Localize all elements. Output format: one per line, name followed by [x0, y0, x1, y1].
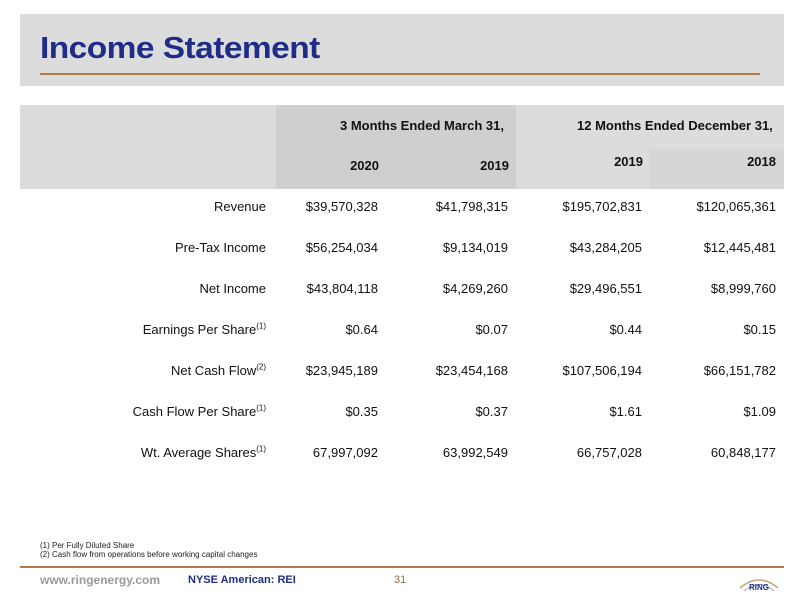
table-cell: $56,254,034: [305, 240, 378, 255]
table-cell: $0.37: [475, 404, 508, 419]
table-cell: $0.07: [475, 322, 508, 337]
row-label-text: Revenue: [213, 199, 266, 214]
table-cell: $0.35: [345, 404, 378, 419]
footnote-1: (1) Per Fully Diluted Share: [40, 541, 135, 550]
footnote-2: (2) Cash flow from operations before working capital changes: [40, 550, 258, 559]
table-cell: $41,798,315: [435, 199, 508, 214]
table-cell: $29,496,551: [569, 281, 642, 296]
year-header-2019-q: 2019: [480, 158, 509, 173]
table-cell: $43,284,205: [569, 240, 642, 255]
table-cell: 66,757,028: [576, 445, 642, 460]
row-label-text: Earnings Per Share: [142, 322, 257, 337]
year-header-2020: 2020: [350, 158, 379, 173]
logo-text: RING: [749, 583, 769, 592]
table-cell: $107,506,194: [562, 363, 642, 378]
table-cell: $66,151,782: [703, 363, 776, 378]
group-header-3-months: 3 Months Ended March 31,: [340, 118, 504, 133]
table-cell: $4,269,260: [442, 281, 508, 296]
row-label: [133, 404, 266, 419]
table-cell: $39,570,328: [305, 199, 378, 214]
footer-ticker: NYSE American: REI: [188, 574, 296, 586]
table-cell: 67,997,092: [312, 445, 378, 460]
table-cell: $1.09: [743, 404, 776, 419]
table-cell: $12,445,481: [703, 240, 776, 255]
table-cell: $23,945,189: [305, 363, 378, 378]
table-cell: 63,992,549: [442, 445, 508, 460]
footnote-marker: (1): [256, 321, 266, 331]
row-label: [175, 240, 266, 255]
footer-divider: [20, 566, 784, 568]
group-header-12-months: 12 Months Ended December 31,: [577, 118, 773, 133]
row-label: [143, 322, 266, 337]
table-cell: $1.61: [609, 404, 642, 419]
footer-website-link[interactable]: www.ringenergy.com: [40, 573, 161, 587]
row-label-text: Net Income: [199, 281, 266, 296]
footnote-marker: (1): [256, 403, 266, 413]
page-number: 31: [394, 574, 407, 586]
table-cell: $23,454,168: [435, 363, 508, 378]
row-label-text: Wt. Average Shares: [140, 445, 257, 460]
row-label: [171, 363, 266, 378]
footnote-marker: (2): [256, 362, 266, 372]
table-cell: $9,134,019: [442, 240, 508, 255]
row-label-text: Cash Flow Per Share: [132, 404, 257, 419]
table-cell: $120,065,361: [696, 199, 776, 214]
footnote-marker: (1): [256, 444, 266, 454]
title-divider: [40, 73, 760, 75]
row-label: [141, 445, 266, 460]
table-cell: $0.15: [743, 322, 776, 337]
table-cell: $0.44: [609, 322, 642, 337]
table-cell: $0.64: [345, 322, 378, 337]
year-header-2018: 2018: [747, 154, 776, 169]
row-label-text: Net Cash Flow: [170, 363, 257, 378]
year-header-2019-y: 2019: [614, 154, 643, 169]
page-title: Income Statement: [40, 30, 320, 65]
row-label-text: Pre-Tax Income: [174, 240, 266, 255]
table-cell: $8,999,760: [710, 281, 776, 296]
table-cell: $43,804,118: [306, 281, 378, 296]
ring-energy-logo-icon: [738, 574, 780, 594]
row-label: [200, 281, 266, 296]
table-cell: 60,848,177: [710, 445, 776, 460]
table-cell: $195,702,831: [562, 199, 642, 214]
